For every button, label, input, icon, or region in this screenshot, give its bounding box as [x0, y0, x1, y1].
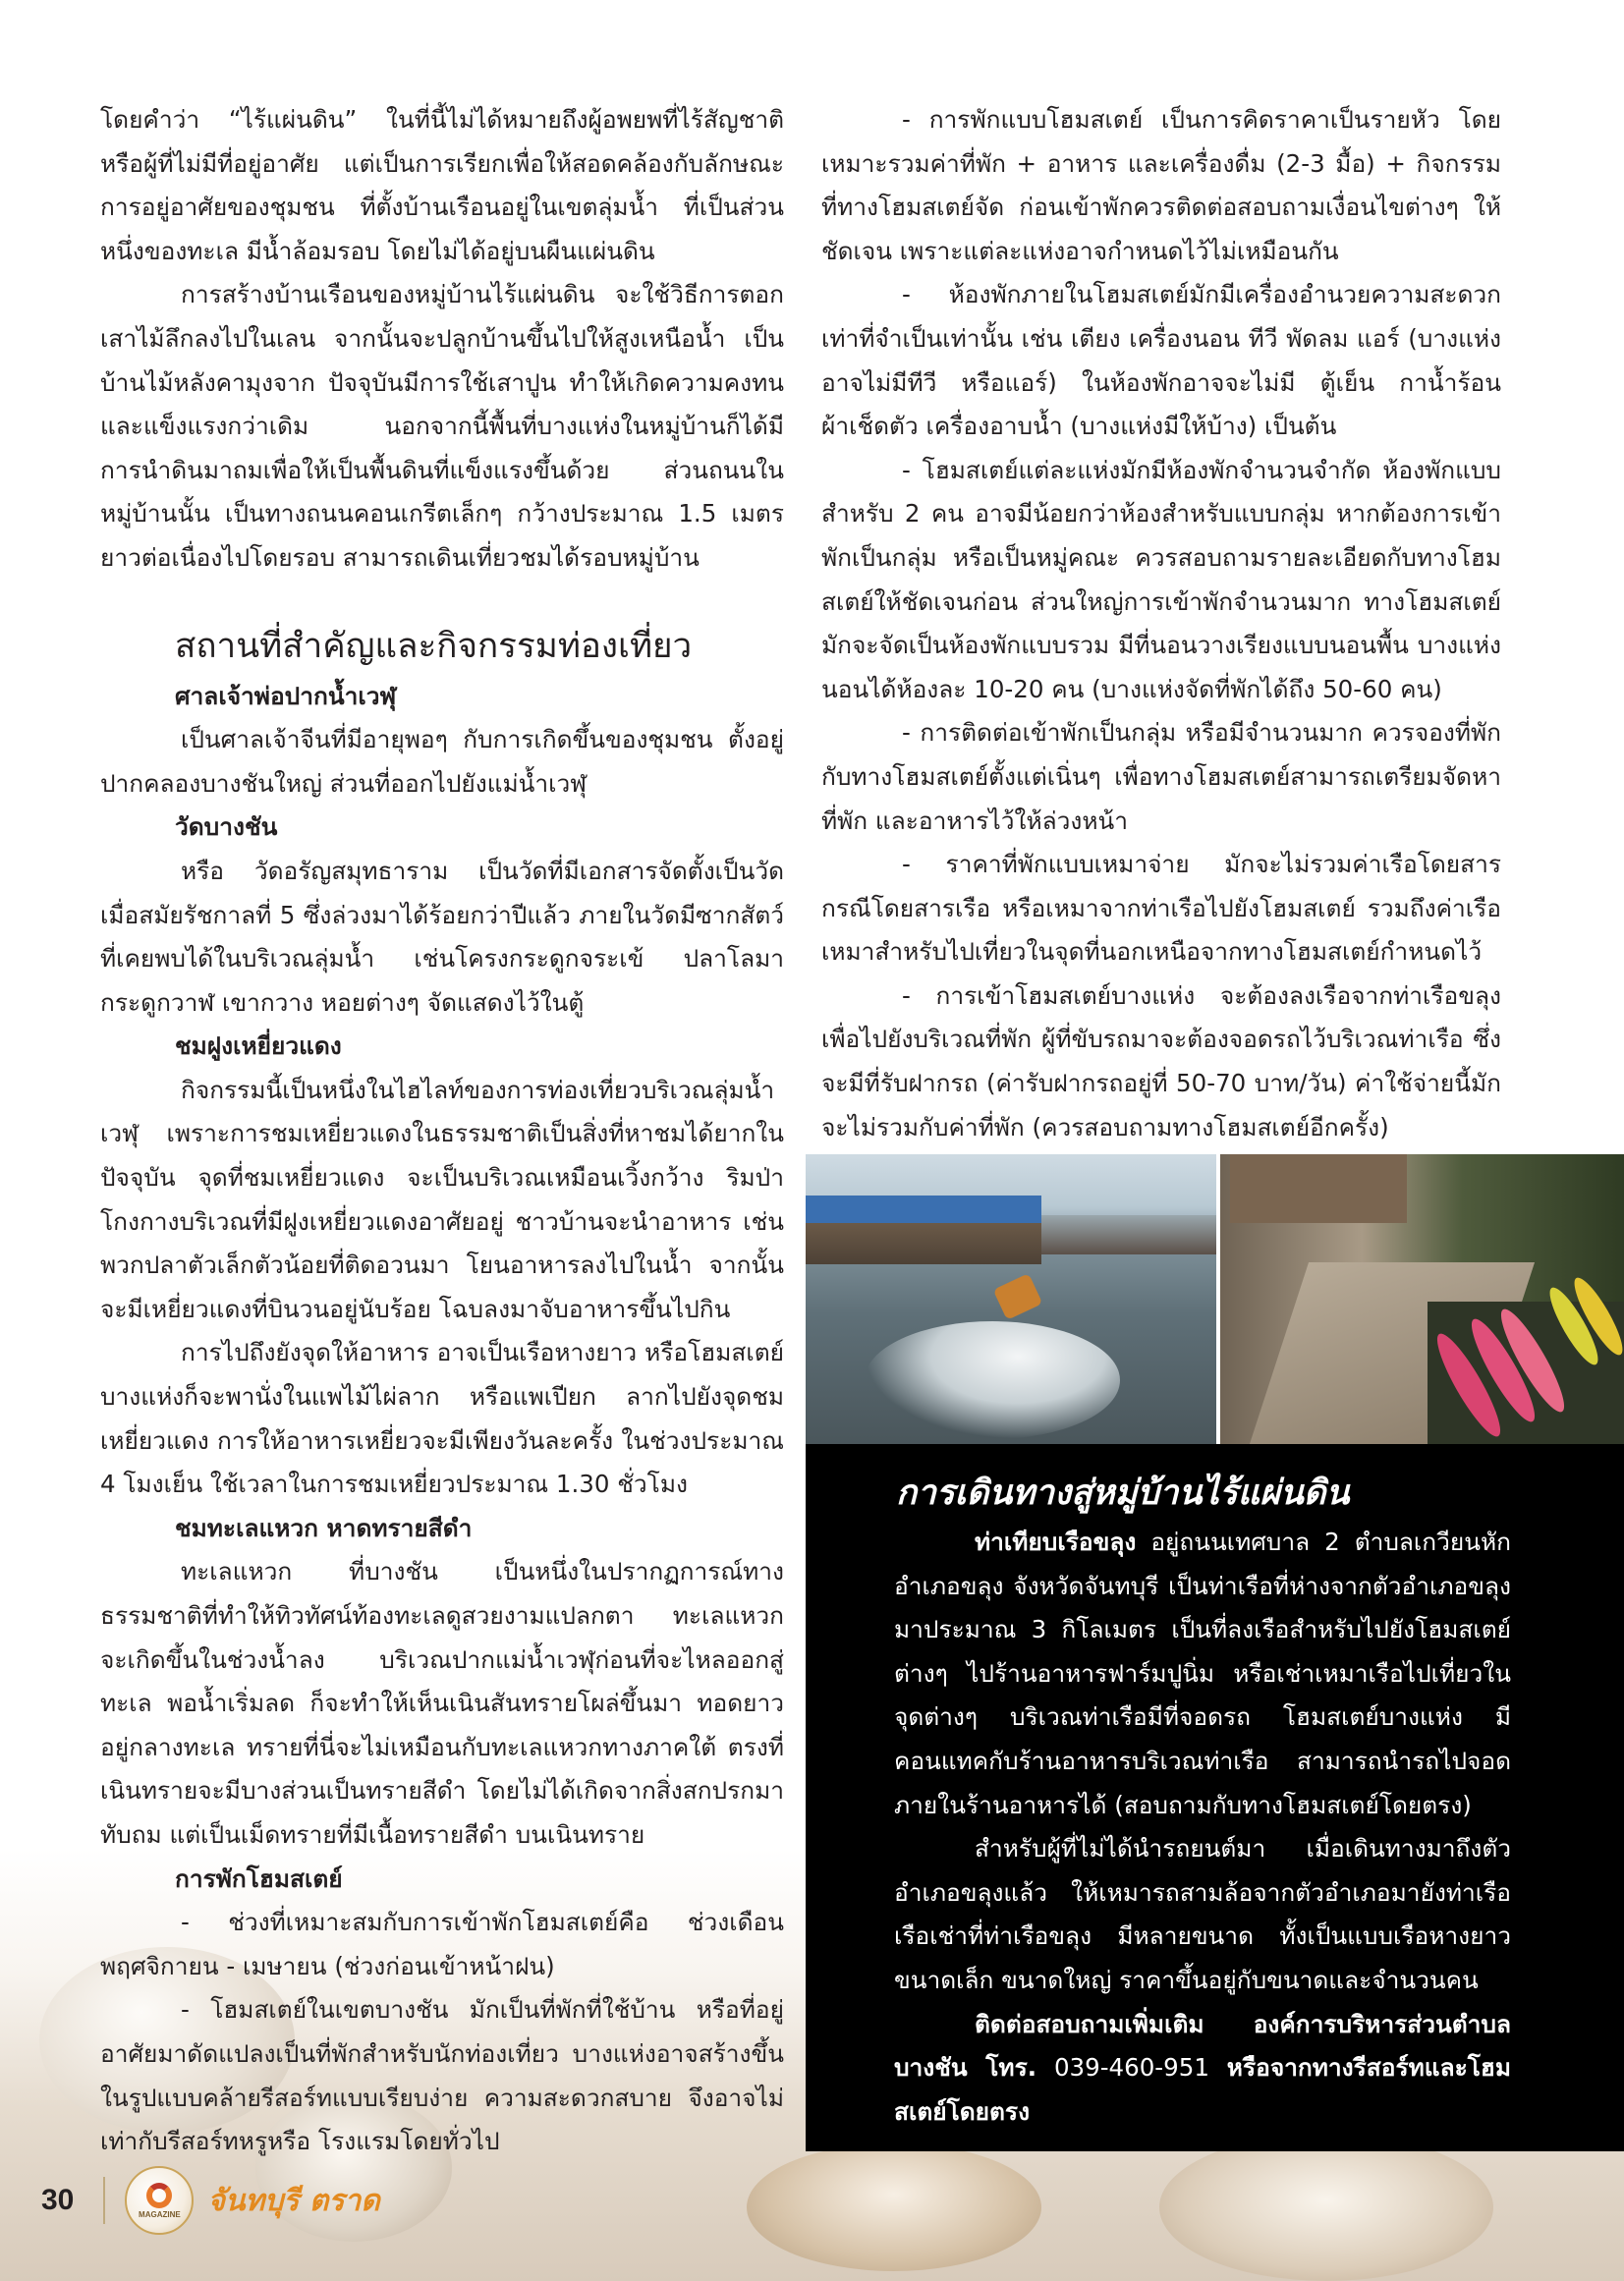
logo-icon: [146, 2183, 172, 2208]
house-building-paragraph: การสร้างบ้านเรือนของหมู่บ้านไร้แผ่นดิน จะใช้วิธีการตอกเสาไม้ลึกลงไปในเลน จากนั้นจะปลูกบ้านขึ้นไปให้สูงเหนือน้ำ เป็นบ้านไม้หลังคามุงจาก ปัจจุบันมีการใช้เสาปูน ทำให้เกิดความคงทน และแข็งแรงกว่าเดิม นอกจากนี้พื้นที่บางแห่งในหมู่บ้านก็ได้มีการนำดินมาถมเพื่อให้เป็นพื้นดินที่แข็งแรงขึ้นด้วย ส่วนถนนในหมู่บ้านนั้น เป็นทางถนนคอนเกรีตเล็กๆ กว้างประมาณ 1.5 เมตร ยาวต่อเนื่องไปโดยรอบ สามารถเดินเที่ยวชมได้รอบหมู่บ้าน: [100, 280, 784, 572]
sea-parting-paragraph: ทะเลแหวก ที่บางชัน เป็นหนึ่งในปรากฏการณ์ทางธรรมชาติที่ทำให้ทิวทัศน์ท้องทะเลดูสวยงามแปลกตา ทะเลแหวก จะเกิดขึ้นในช่วงน้ำลง บริเวณปากแม่น้ำเวฬุก่อนที่จะไหลออกสู่ทะเล พอน้ำเริ่มลด ก็จะทำให้เห็นเนินสันทรายโผล่ขึ้นมา ทอดยาวอยู่กลางทะเล ทรายที่นี่จะไม่เหมือนกับทะเลแหวกทางภาคใต้ ตรงที่เนินทรายจะมีบางส่วนเป็นทรายสีดำ โดยไม่ได้เกิดจากสิ่งสกปรกมาทับถม แต่เป็นเม็ดทรายที่มีเนื้อทรายสีดำ บนเนินทราย: [100, 1557, 784, 1849]
left-text-column: [100, 98, 784, 2164]
homestay-price-paragraph: - การพักแบบโฮมสเตย์ เป็นการคิดราคาเป็นรายหัว โดยเหมาะรวมค่าที่พัก + อาหาร และเครื่องดื่ม (2-3 มื้อ) + กิจกรรมที่ทางโฮมสเตย์จัด ก่อนเข้าพักควรติดต่อสอบถามเงื่อนไขต่างๆ ให้ชัดเจน เพราะแต่ละแห่งอาจกำหนดไว้ไม่เหมือนกัน: [821, 105, 1501, 265]
seashell-decoration: [1159, 2134, 1493, 2281]
shrine-heading: ศาลเจ้าพ่อปากน้ำเวฬุ: [175, 681, 397, 710]
eagle-paragraph-2: การไปถึงยังจุดให้อาหาร อาจเป็นเรือหางยาว หรือโฮมสเตย์บางแห่งก็จะพานั่งในแพไม้ไผ่ลาก หรือแพเปียก ลากไปยังจุดชมเหยี่ยวแดง การให้อาหารเหยี่ยวจะมีเพียงวันละครั้ง ในช่วงประมาณ 4 โมงเย็น ใช้เวลาในการชมเหยี่ยวประมาณ 1.30 ชั่วโมง: [100, 1338, 784, 1499]
shrine-paragraph: เป็นศาลเจ้าจีนที่มีอายุพอๆ กับการเกิดขึ้นของชุมชน ตั้งอยู่ปากคลองบางชันใหญ่ ส่วนที่ออกไปยังแม่น้ำเวฬุ: [100, 725, 784, 798]
temple-heading: วัดบางชัน: [175, 812, 278, 842]
longtail-boat: [993, 1273, 1043, 1320]
homestay-booking-paragraph: - การติดต่อเข้าพักเป็นกลุ่ม หรือมีจำนวนมาก ควรจองที่พักกับทางโฮมสเตย์ตั้งแต่เนิ่นๆ เพื่อทางโฮมสเตย์สามารถเตรียมจัดหาที่พัก และอาหารไว้ให้ล่วงหน้า: [821, 718, 1501, 835]
travel-info-box: [806, 1444, 1624, 2151]
river-village-photo: [806, 1154, 1216, 1444]
seashell-decoration: [747, 2143, 1041, 2271]
magazine-logo: MAGAZINE: [125, 2166, 194, 2235]
no-car-paragraph: สำหรับผู้ที่ไม่ได้นำรถยนต์มา เมื่อเดินทางมาถึงตัวอำเภอขลุงแล้ว ให้เหมารถสามล้อจากตัวอำเภอมายังท่าเรือเรือเช่าที่ท่าเรือขลุง มีหลายขนาด ทั้งเป็นแบบเรือหางยาว ขนาดเล็ก ขนาดใหญ่ ราคาขึ้นอยู่กับขนาดและจำนวนคน: [894, 1834, 1511, 1994]
region-title: จันทบุรี ตราด: [207, 2183, 380, 2218]
temple-paragraph: หรือ วัดอรัญสมุทธาราม เป็นวัดที่มีเอกสารจัดตั้งเป็นวัด เมื่อสมัยรัชกาลที่ 5 ซึ่งล่วงมาได้ร้อยกว่าปีแล้ว ภายในวัดมีซากสัตว์ที่เคยพบได้ในบริเวณลุ่มน้ำ เช่นโครงกระดูกจระเข้ ปลาโลมา กระดูกวาฬ เขากวาง หอยต่างๆ จัดแสดงไว้ในตู้: [100, 856, 784, 1017]
page-number: 30: [41, 2184, 75, 2216]
homestay-capacity-paragraph: - โฮมสเตย์แต่ละแห่งมักมีห้องพักจำนวนจำกัด ห้องพักแบบสำหรับ 2 คน อาจมีน้อยกว่าห้องสำหรับแบบกลุ่ม หากต้องการเข้าพักเป็นกลุ่ม หรือเป็นหมู่คณะ ควรสอบถามรายละเอียดกับทางโฮมสเตย์ให้ชัดเจนก่อน ส่วนใหญ่การเข้าพักจำนวนมาก ทางโฮมสเตย์มักจะจัดเป็นห้องพักแบบรวม มีที่นอนวางเรียงแบบนอนพื้น บางแห่งนอนได้ห้องละ 10-20 คน (บางแห่งจัดที่พักได้ถึง 50-60 คน): [821, 455, 1501, 703]
sea-parting-heading: ชมทะเลแหวก หาดทรายสีดำ: [175, 1513, 473, 1542]
eagle-paragraph: กิจกรรมนี้เป็นหนึ่งในไฮไลท์ของการท่องเที่ยวบริเวณลุ่มน้ำเวฬุ เพราะการชมเหยี่ยวแดงในธรรมชาติเป็นสิ่งที่หาชมได้ยากในปัจจุบัน จุดที่ชมเหยี่ยวแดง จะเป็นบริเวณเหมือนเวิ้งกว้าง ริมป่าโกงกางบริเวณที่มีฝูงเหยี่ยวแดงอาศัยอยู่ ชาวบ้านจะนำอาหาร เช่น พวกปลาตัวเล็กตัวน้อยที่ติดอวนมา โยนอาหารลงไปในน้ำ จากนั้นจะมีเหยี่ยวแดงที่บินวนอยู่นับร้อย โฉบลงมาจับอาหารขึ้นไปกิน: [100, 1075, 784, 1323]
section-heading: สถานที่สำคัญและกิจกรรมท่องเที่ยว: [175, 626, 693, 666]
homestay-room-paragraph: - ห้องพักภายในโฮมสเตย์มักมีเครื่องอำนวยความสะดวกเท่าที่จำเป็นเท่านั้น เช่น เตียง เครื่องนอน ทีวี พัดลม แอร์ (บางแห่งอาจไม่มีทีวี หรือแอร์) ในห้องพักอาจจะไม่มี ตู้เย็น กาน้ำร้อน ผ้าเช็ดตัว เครื่องอาบน้ำ (บางแห่งมีให้บ้าง) เป็นต้น: [821, 280, 1501, 441]
travel-heading: การเดินทางสู่หมู่บ้านไร้แผ่นดิน: [896, 1473, 1350, 1513]
page-footer: [41, 2166, 380, 2235]
kayak-pier-photo: [1220, 1154, 1624, 1444]
contact-paragraph: ติดต่อสอบถามเพิ่มเติม องค์การบริหารส่วนตำบลบางชัน โทร. 039-460-951 หรือจากทางรีสอร์ทและโฮมสเตย์โดยตรง: [894, 2009, 1511, 2126]
footer-divider: [103, 2177, 105, 2224]
pier-name: ท่าเทียบเรือขลุง: [975, 1528, 1137, 1556]
eagle-heading: ชมฝูงเหยี่ยวแดง: [175, 1031, 342, 1061]
pier-paragraph: ท่าเทียบเรือขลุง อยู่ถนนเทศบาล 2 ตำบลเกวียนหัก อำเภอขลุง จังหวัดจันทบุรี เป็นท่าเรือที่ห่างจากตัวอำเภอขลุงมาประมาณ 3 กิโลเมตร เป็นที่ลงเรือสำหรับไปยังโฮมสเตย์ต่างๆ ไปร้านอาหารฟาร์มปูนิ่ม หรือเช่าเหมาเรือไปเที่ยวในจุดต่างๆ บริเวณท่าเรือมีที่จอดรถ โฮมสเตย์บางแห่ง มีคอนแทคกับร้านอาหารบริเวณท่าเรือ สามารถนำรถไปจอดภายในร้านอาหารได้ (สอบถามกับทางโฮมสเตย์โดยตรง): [894, 1528, 1511, 1819]
homestay-heading: การพักโฮมสเตย์: [175, 1864, 343, 1893]
homestay-parking-paragraph: - การเข้าโฮมสเตย์บางแห่ง จะต้องลงเรือจากท่าเรือขลุง เพื่อไปยังบริเวณที่พัก ผู้ที่ขับรถมาจะต้องจอดรถไว้บริเวณท่าเรือ ซึ่งจะมีที่รับฝากรถ (ค่ารับฝากรถอยู่ที่ 50-70 บาท/วัน) ค่าใช้จ่ายนี้มักจะไม่รวมกับค่าที่พัก (ควรสอบถามทางโฮมสเตย์อีกครั้ง): [821, 980, 1501, 1141]
intro-paragraph: โดยคำว่า “ไร้แผ่นดิน” ในที่นี้ไม่ได้หมายถึงผู้อพยพที่ไร้สัญชาติ หรือผู้ที่ไม่มีที่อยู่อาศัย แต่เป็นการเรียกเพื่อให้สอดคล้องกับลักษณะการอยู่อาศัยของชุมชน ที่ตั้งบ้านเรือนอยู่ในเขตลุ่มน้ำ ที่เป็นส่วนหนึ่งของทะเล มีน้ำล้อมรอบ โดยไม่ได้อยู่บนผืนแผ่นดิน: [100, 105, 784, 265]
contact-phone: 039-460-951: [1036, 2053, 1227, 2083]
homestay-type-paragraph: - โฮมสเตย์ในเขตบางชัน มักเป็นที่พักที่ใช้บ้าน หรือที่อยู่อาศัยมาดัดแปลงเป็นที่พักสำหรับนักท่องเที่ยว บางแห่งอาจสร้างขึ้นในรูปแบบคล้ายรีสอร์ทแบบเรียบง่าย ความสะดวกสบาย จึงอาจไม่เท่ากับรีสอร์ทหรูหรือ โรงแรมโดยทั่วไป: [100, 1995, 784, 2156]
photo-strip: [806, 1154, 1624, 1444]
homestay-season-paragraph: - ช่วงที่เหมาะสมกับการเข้าพักโฮมสเตย์คือ ช่วงเดือนพฤศจิกายน - เมษายน (ช่วงก่อนเข้าหน้าฝน): [100, 1908, 784, 1980]
homestay-boat-fee-paragraph: - ราคาที่พักแบบเหมาจ่าย มักจะไม่รวมค่าเรือโดยสาร กรณีโดยสารเรือ หรือเหมาจากท่าเรือไปยังโฮมสเตย์ รวมถึงค่าเรือเหมาสำหรับไปเที่ยวในจุดที่นอกเหนือจากทางโฮมสเตย์กำหนดไว้: [821, 850, 1501, 967]
right-text-column: [821, 98, 1501, 1149]
